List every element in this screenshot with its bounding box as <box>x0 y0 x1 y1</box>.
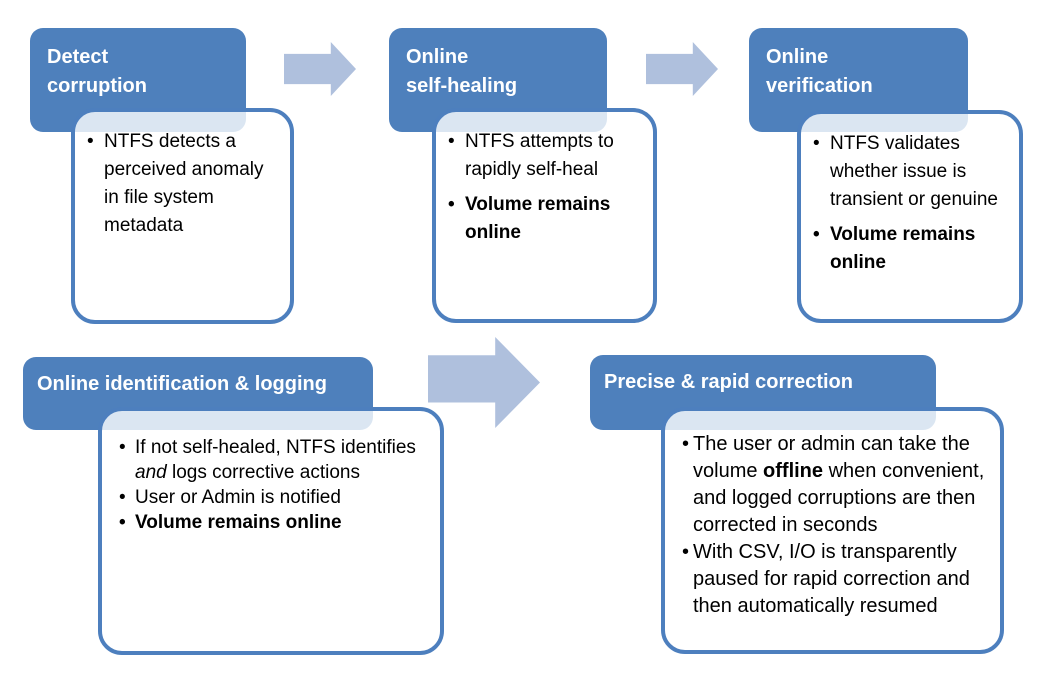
bullet-text-bold: offline <box>763 460 824 482</box>
bullet-item <box>119 510 426 535</box>
bullet-list <box>75 112 290 240</box>
bullet-item <box>813 221 1009 277</box>
bullet-text: If not self-healed, NTFS identifies <box>135 437 416 458</box>
right-arrow-icon <box>646 42 718 96</box>
bullet-text: NTFS detects a perceived anomaly in file system metadata <box>104 131 264 236</box>
bullet-icon: • <box>87 131 94 152</box>
bullet-icon: • <box>119 487 126 508</box>
node-title-line: Detect <box>47 46 109 68</box>
node-title-line: corruption <box>47 75 147 97</box>
bullet-icon: • <box>682 433 690 455</box>
node-title-line: Precise & rapid correction <box>604 371 853 393</box>
bullet-text: Volume remains online <box>465 194 611 243</box>
bullet-text-italic: and <box>135 462 167 483</box>
bullet-icon: • <box>119 437 126 458</box>
bullet-list <box>665 411 1000 620</box>
bullet-item <box>448 191 643 247</box>
node-body-precise-rapid-correction <box>661 407 1004 654</box>
node-title-line: self-healing <box>406 75 518 97</box>
bullet-icon: • <box>448 194 455 215</box>
right-arrow-icon <box>284 42 356 96</box>
bullet-list <box>102 411 440 535</box>
bullet-item <box>448 128 643 184</box>
bullet-list <box>801 114 1019 277</box>
bullet-text: NTFS attempts to rapidly self-heal <box>465 131 614 180</box>
bullet-icon: • <box>119 512 126 533</box>
node-title-line: Online identification & logging <box>37 373 327 395</box>
node-title-line: verification <box>766 75 873 97</box>
bullet-item <box>682 539 990 620</box>
bullet-text: when convenient, and logged corruptions are then corrected in seconds <box>693 460 985 536</box>
bullet-text: With CSV, I/O is transparently paused for rapid correction and then automatically resumed <box>693 541 970 617</box>
bullet-item <box>682 431 990 539</box>
bullet-text: The user or admin can take the volume <box>693 433 970 482</box>
bullet-text: Volume remains online <box>135 512 342 533</box>
bullet-item <box>87 128 280 240</box>
node-body-online-verification <box>797 110 1023 323</box>
bullet-icon: • <box>813 133 820 154</box>
node-body-online-identification-logging <box>98 407 444 655</box>
node-title-line: Online <box>766 46 829 68</box>
bullet-icon: • <box>813 224 820 245</box>
bullet-icon: • <box>682 541 690 563</box>
node-title-line: Online <box>406 46 469 68</box>
bullet-text: logs corrective actions <box>166 462 360 483</box>
node-body-online-self-healing <box>432 108 657 323</box>
node-body-detect-corruption <box>71 108 294 324</box>
bullet-text: User or Admin is notified <box>135 487 341 508</box>
bullet-icon: • <box>448 131 455 152</box>
bullet-item <box>119 485 426 510</box>
bullet-item <box>119 435 426 485</box>
bullet-list <box>436 112 653 247</box>
bullet-text: NTFS validates whether issue is transient or genuine <box>830 133 998 210</box>
bullet-item <box>813 130 1009 214</box>
right-arrow-icon <box>428 337 540 428</box>
bullet-text: Volume remains online <box>830 224 976 273</box>
